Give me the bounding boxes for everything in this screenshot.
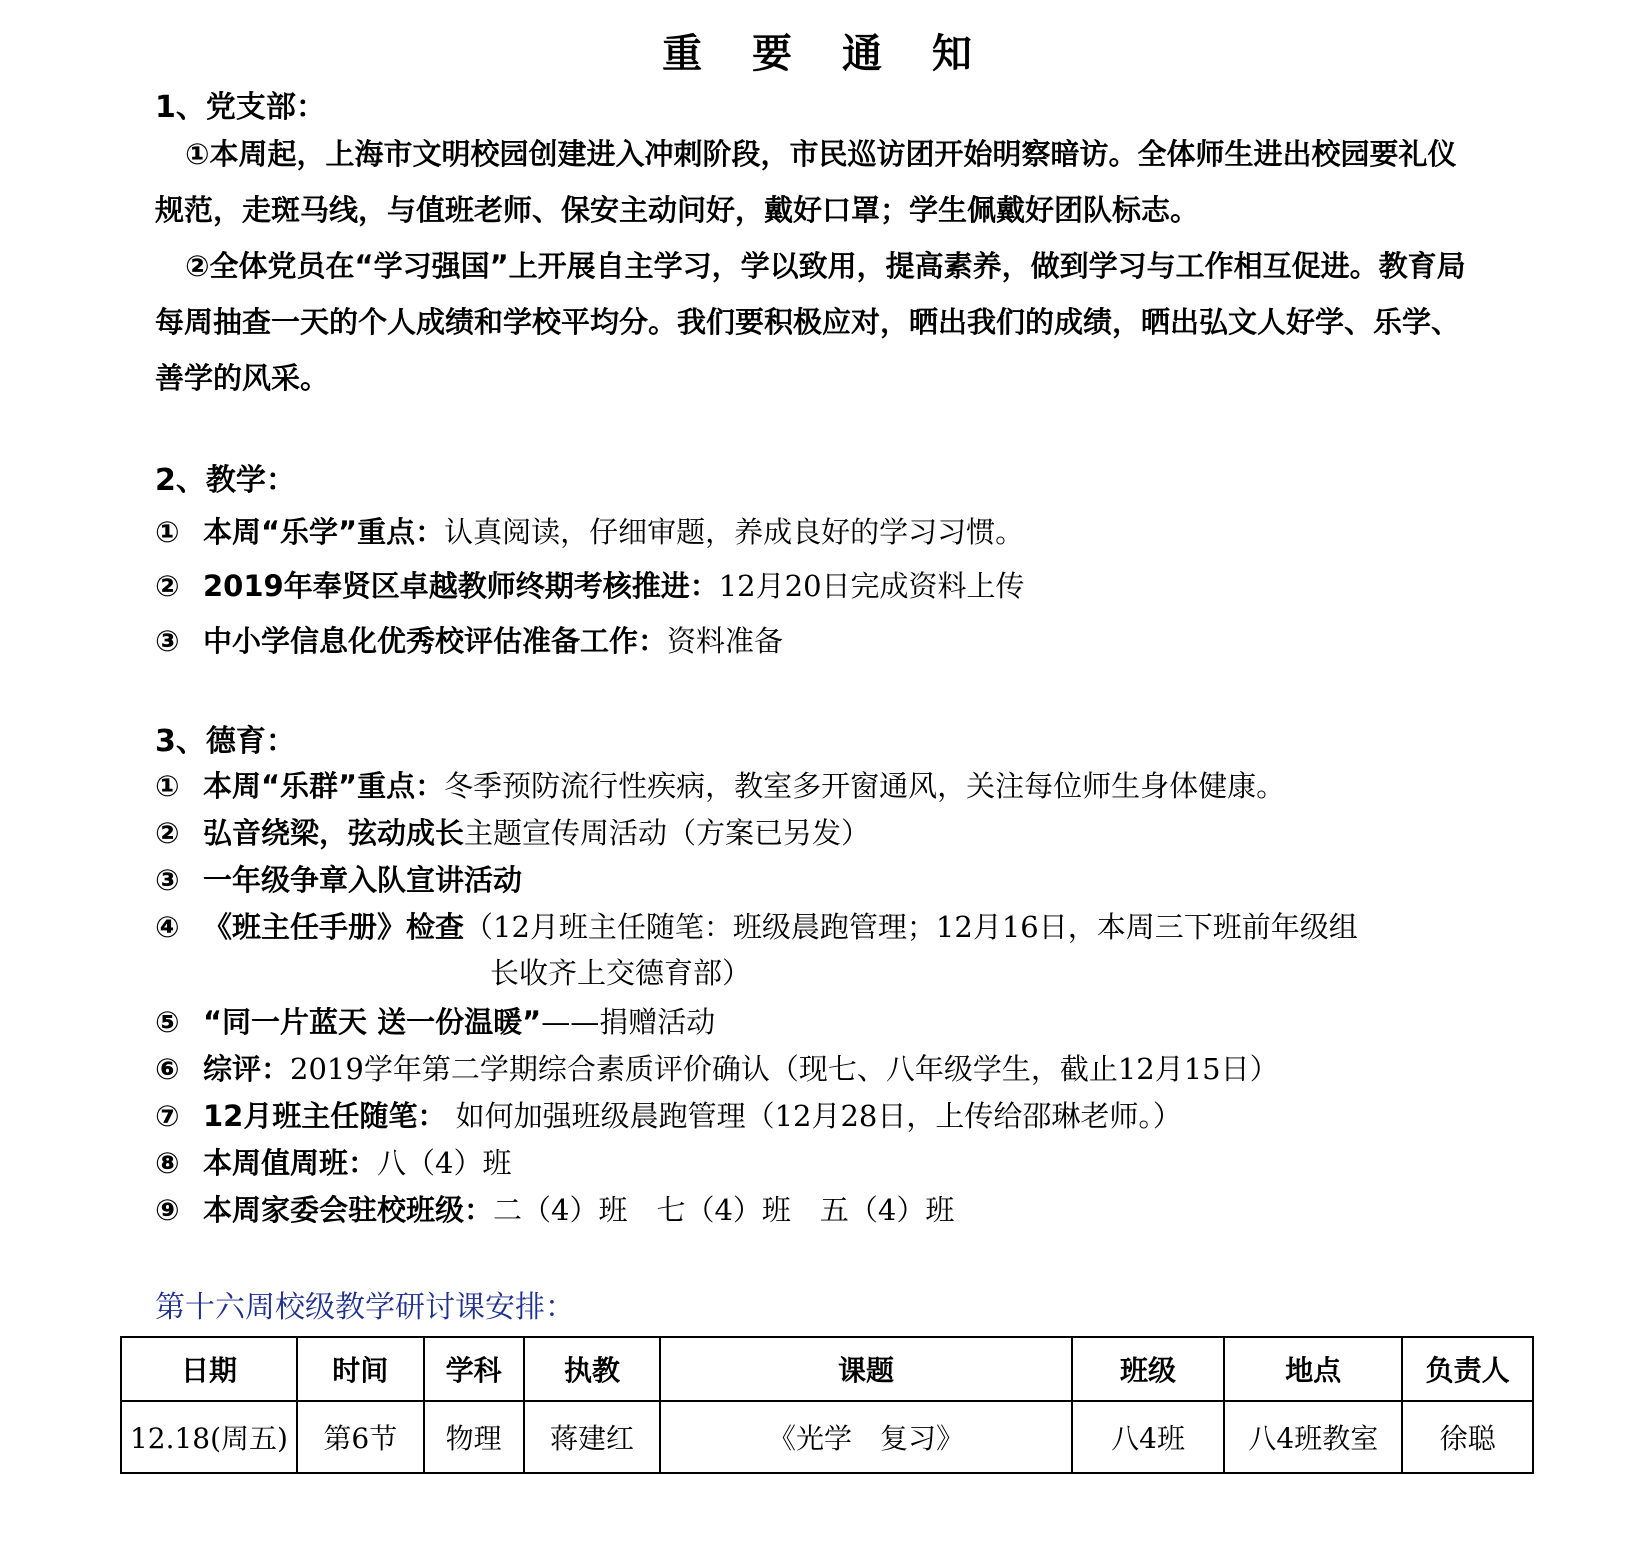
item-number: ⑨: [155, 1193, 180, 1227]
schedule-title: 第十六周校级教学研讨课安排：: [155, 1290, 575, 1325]
item-value: （12月班主任随笔：班级晨跑管理；12月16日，本周三下班前年级组: [464, 910, 1358, 944]
item-key: 弘音绕梁，弦动成长: [203, 816, 465, 850]
item-key: 本周“乐群”重点：: [203, 769, 445, 803]
table-cell: 《光学 复习》: [660, 1401, 1071, 1473]
item-value: 如何加强班级晨跑管理（12月28日，上传给邵琳老师。）: [446, 1099, 1182, 1133]
item-key: 综评：: [203, 1052, 291, 1086]
item-number: ⑧: [155, 1146, 180, 1180]
schedule-table: [120, 1336, 1534, 1474]
item-key: 《班主任手册》检查: [203, 910, 465, 944]
item-key: 2019年奉贤区卓越教师终期考核推进：: [203, 569, 719, 603]
page-title: 重 要 通 知: [662, 31, 990, 77]
section-heading-party: 1、党支部：: [155, 90, 326, 125]
item-key: “同一片蓝天 送一份温暖”: [203, 1005, 542, 1039]
item-key: 一年级争章入队宣讲活动: [203, 863, 523, 897]
item-number: ⑥: [155, 1052, 180, 1086]
item-number: ②: [155, 816, 180, 850]
item-value: 二（4）班 七（4）班 五（4）班: [493, 1193, 955, 1227]
moral-item-continuation: 长收齐上交德育部）: [490, 956, 752, 990]
column-header: 时间: [297, 1337, 424, 1401]
moral-item: [155, 1141, 511, 1182]
table-cell: 第6节: [297, 1401, 424, 1473]
item-value: 主题宣传周活动（方案已另发）: [464, 816, 871, 850]
column-header: 日期: [121, 1337, 297, 1401]
item-key: 本周值周班：: [203, 1146, 378, 1180]
item-number: ①: [155, 515, 180, 549]
party-paragraph-1: ①本周起，上海市文明校园创建进入冲刺阶段，市民巡访团开始明察暗访。全体师生进出校园要礼仪规范，走斑马线，与值班老师、保安主动问好，戴好口罩；学生佩戴好团队标志。: [155, 137, 1457, 227]
teaching-item: [155, 564, 1025, 605]
moral-item: [155, 1094, 1182, 1135]
column-header: 负责人: [1402, 1337, 1533, 1401]
teaching-item: [155, 510, 1024, 551]
item-number: ⑤: [155, 1005, 180, 1039]
table-cell: 物理: [424, 1401, 524, 1473]
item-number: ④: [155, 910, 180, 944]
column-header: 班级: [1072, 1337, 1225, 1401]
table-header-row: [121, 1337, 1533, 1401]
item-key: 12月班主任随笔：: [203, 1099, 447, 1133]
moral-item: [155, 1188, 954, 1229]
section-heading-moral: 3、德育：: [155, 724, 296, 759]
item-value: ——捐赠活动: [541, 1005, 716, 1039]
moral-item: [155, 905, 1358, 946]
column-header: 学科: [424, 1337, 524, 1401]
item-value: 认真阅读，仔细审题，养成良好的学习习惯。: [444, 515, 1025, 549]
table-row: [121, 1401, 1533, 1473]
moral-item: [155, 858, 522, 899]
table-cell: 蒋建红: [524, 1401, 661, 1473]
table-cell: 八4班教室: [1224, 1401, 1402, 1473]
table-cell: 八4班: [1072, 1401, 1225, 1473]
item-value: 2019学年第二学期综合素质评价确认（现七、八年级学生，截止12月15日）: [290, 1052, 1279, 1086]
item-key: 本周家委会驻校班级：: [203, 1193, 494, 1227]
item-number: ②: [155, 569, 180, 603]
column-header: 地点: [1224, 1337, 1402, 1401]
moral-item: [155, 811, 870, 852]
item-key: 中小学信息化优秀校评估准备工作：: [203, 624, 668, 658]
moral-item: [155, 1047, 1279, 1088]
item-number: ⑦: [155, 1099, 180, 1133]
item-number: ③: [155, 624, 180, 658]
item-value: 八（4）班: [377, 1146, 512, 1180]
item-key: 本周“乐学”重点：: [203, 515, 445, 549]
section-heading-teaching: 2、教学：: [155, 463, 296, 498]
item-value: 12月20日完成资料上传: [718, 569, 1025, 603]
item-number: ①: [155, 769, 180, 803]
column-header: 课题: [660, 1337, 1071, 1401]
party-paragraph-2: ②全体党员在“学习强国”上开展自主学习，学以致用，提高素养，做到学习与工作相互促进。教育局每周抽查一天的个人成绩和学校平均分。我们要积极应对，晒出我们的成绩，晒出弘文人好学、乐学、善学的风采。: [155, 249, 1466, 395]
item-value: 资料准备: [667, 624, 784, 658]
moral-item: [155, 764, 1285, 805]
table-cell: 12.18(周五): [121, 1401, 297, 1473]
teaching-item: [155, 619, 783, 660]
table-cell: 徐聪: [1402, 1401, 1533, 1473]
moral-item: [155, 1000, 715, 1041]
column-header: 执教: [524, 1337, 661, 1401]
item-number: ③: [155, 863, 180, 897]
item-value: 冬季预防流行性疾病，教室多开窗通风，关注每位师生身体健康。: [444, 769, 1286, 803]
